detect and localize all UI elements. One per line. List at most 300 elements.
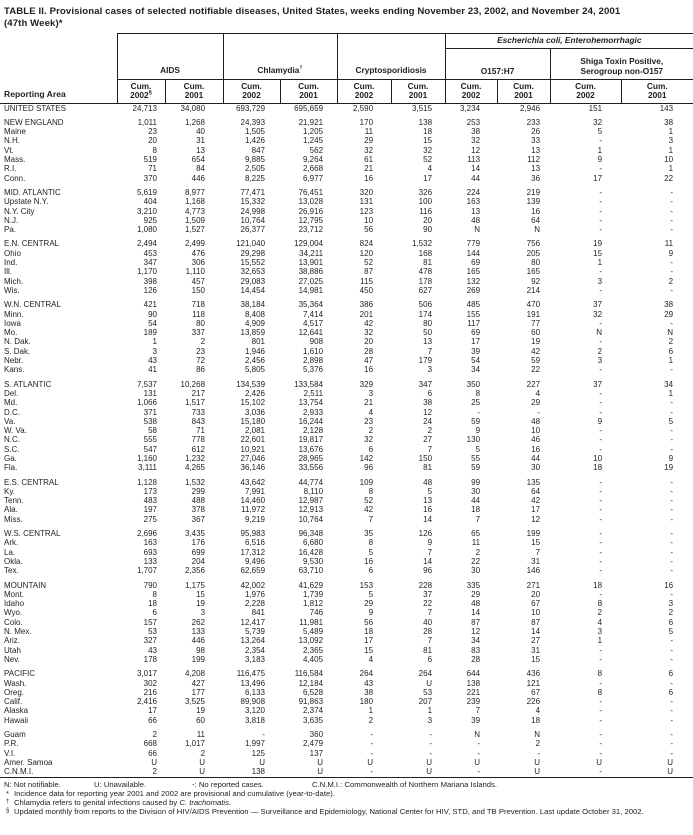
- value-cell: 28: [423, 627, 433, 637]
- cum-year-header: Cum. 2002: [223, 80, 280, 103]
- value-cell: 42: [364, 505, 374, 515]
- value-cell: 24,713: [132, 103, 157, 113]
- value-cell: 11,972: [241, 505, 266, 515]
- value-cell: 2,898: [303, 356, 324, 366]
- reporting-area-cell: Oreg.: [4, 687, 25, 697]
- value-cell: 446: [191, 173, 206, 183]
- value-cell: -: [599, 514, 603, 524]
- table-row: [0, 310, 693, 319]
- value-cell: 87: [471, 617, 481, 627]
- reporting-area-cell: La.: [4, 547, 16, 557]
- value-cell: 11: [664, 239, 674, 249]
- value-cell: 555: [143, 435, 157, 445]
- value-cell: 34: [471, 365, 481, 375]
- value-cell: 17: [593, 173, 603, 183]
- value-cell: 1,505: [244, 127, 266, 137]
- value-cell: 5: [668, 416, 674, 426]
- value-cell: 386: [359, 300, 374, 310]
- value-cell: 9,885: [244, 155, 266, 165]
- value-cell: 199: [526, 529, 541, 539]
- legend-item: -: No reported cases.: [192, 780, 264, 790]
- value-cell: 2: [427, 426, 433, 436]
- value-cell: 131: [359, 197, 374, 207]
- value-cell: 12,795: [298, 215, 324, 225]
- value-cell: 90: [423, 225, 433, 235]
- value-cell: 1: [427, 706, 433, 716]
- value-cell: 562: [309, 145, 324, 155]
- value-cell: 226: [526, 697, 541, 707]
- value-cell: 2,668: [303, 164, 324, 174]
- value-cell: -: [670, 654, 674, 664]
- table-row: [0, 136, 693, 145]
- reporting-area-cell: Ga.: [4, 453, 17, 463]
- value-cell: 27,025: [298, 276, 324, 286]
- value-cell: 117: [467, 318, 481, 328]
- value-cell: 42: [364, 318, 374, 328]
- value-cell: 1,532: [412, 239, 433, 249]
- value-cell: 15: [196, 589, 206, 599]
- value-cell: U: [199, 757, 206, 767]
- value-cell: 908: [309, 337, 324, 347]
- reporting-area-cell: Tenn.: [4, 496, 24, 506]
- notifiable-diseases-table: [0, 33, 693, 778]
- value-cell: 16: [364, 556, 374, 566]
- value-cell: 693,729: [236, 103, 266, 113]
- table-row: [0, 435, 693, 444]
- reporting-area-header: Reporting Area: [0, 34, 117, 103]
- value-cell: -: [670, 514, 674, 524]
- value-cell: 3,120: [244, 706, 266, 716]
- reporting-area-cell: W.S. CENTRAL: [4, 529, 61, 539]
- value-cell: 12: [471, 145, 481, 155]
- value-cell: 39: [471, 346, 481, 356]
- value-cell: 20: [364, 337, 374, 347]
- value-cell: 337: [191, 328, 206, 338]
- reporting-area-cell: MID. ATLANTIC: [4, 187, 61, 197]
- value-cell: 17: [531, 505, 541, 515]
- value-cell: 71: [196, 426, 206, 436]
- table-row: [0, 295, 693, 309]
- reporting-area-cell: Mich.: [4, 276, 24, 286]
- value-cell: 371: [143, 407, 157, 417]
- reporting-area-cell: Nev.: [4, 654, 20, 664]
- value-cell: -: [599, 730, 603, 739]
- value-cell: -: [599, 486, 603, 496]
- value-cell: 11: [196, 730, 206, 739]
- value-cell: -: [670, 505, 674, 515]
- reporting-area-cell: Wyo.: [4, 608, 23, 618]
- reporting-area-cell: Mass.: [4, 155, 26, 165]
- value-cell: 8: [368, 538, 374, 548]
- value-cell: 20: [531, 589, 541, 599]
- value-cell: 91,863: [298, 697, 324, 707]
- value-cell: 137: [309, 748, 324, 758]
- reporting-area-cell: NEW ENGLAND: [4, 117, 64, 127]
- value-cell: 10: [531, 608, 541, 618]
- table-row: [0, 548, 693, 557]
- table-row: [0, 706, 693, 715]
- value-cell: 12,641: [298, 328, 324, 338]
- value-cell: 116,584: [294, 669, 324, 679]
- value-cell: 92: [531, 276, 541, 286]
- value-cell: 847: [251, 145, 266, 155]
- value-cell: 627: [418, 285, 433, 295]
- value-cell: -: [599, 444, 603, 454]
- value-cell: 120: [359, 248, 374, 258]
- value-cell: 15: [531, 654, 541, 664]
- value-cell: -: [429, 748, 433, 758]
- value-cell: 38: [664, 300, 674, 310]
- cum-year-header: Cum. 2002§: [117, 80, 165, 103]
- value-cell: 1: [668, 127, 674, 137]
- value-cell: 125: [251, 748, 266, 758]
- value-cell: 2,426: [244, 388, 266, 398]
- reporting-area-cell: Ill.: [4, 267, 12, 277]
- value-cell: 320: [359, 187, 374, 197]
- reporting-area-cell: W. Va.: [4, 426, 27, 436]
- footnote-marker: *: [6, 789, 9, 799]
- value-cell: 80: [423, 318, 433, 328]
- value-cell: 612: [191, 444, 206, 454]
- value-cell: 12,987: [298, 496, 324, 506]
- value-cell: 10,764: [298, 514, 324, 524]
- table-row: [0, 164, 693, 173]
- chlamydia-column-header: Chlamydia†: [223, 34, 337, 80]
- value-cell: 2: [152, 730, 157, 739]
- value-cell: 6,528: [303, 687, 324, 697]
- table-row: [0, 679, 693, 688]
- value-cell: 4: [368, 654, 374, 664]
- value-cell: 470: [526, 300, 541, 310]
- reporting-area-cell: P.R.: [4, 739, 19, 749]
- value-cell: 29: [471, 589, 481, 599]
- value-cell: 6: [152, 608, 157, 618]
- value-cell: 47: [364, 356, 374, 366]
- value-cell: U: [151, 757, 157, 767]
- value-cell: 214: [526, 285, 541, 295]
- value-cell: 58: [148, 426, 157, 436]
- value-cell: 132: [466, 276, 481, 286]
- value-cell: 36,146: [240, 463, 266, 473]
- value-cell: 76,451: [298, 187, 324, 197]
- value-cell: 56: [364, 225, 374, 235]
- value-cell: 8: [475, 388, 481, 398]
- value-cell: 2: [597, 608, 603, 618]
- table-row: [0, 463, 693, 472]
- value-cell: 69: [471, 328, 481, 338]
- value-cell: 239: [466, 697, 481, 707]
- value-cell: 13,754: [298, 398, 324, 408]
- value-cell: -: [599, 285, 603, 295]
- value-cell: 199: [191, 654, 206, 664]
- value-cell: -: [477, 748, 481, 758]
- value-cell: 2,081: [244, 426, 266, 436]
- reporting-area-cell: Maine: [4, 127, 26, 137]
- value-cell: 2,696: [136, 529, 157, 539]
- value-cell: 29,083: [240, 276, 266, 286]
- value-cell: 150: [418, 453, 433, 463]
- value-cell: N: [596, 328, 603, 338]
- value-cell: -: [599, 538, 603, 548]
- value-cell: 2: [597, 346, 603, 356]
- value-cell: 10,764: [240, 215, 266, 225]
- value-cell: 15,552: [240, 258, 266, 268]
- table-row: [0, 608, 693, 617]
- value-cell: 32: [471, 136, 481, 146]
- value-cell: 14: [471, 608, 481, 618]
- value-cell: 19,817: [298, 435, 324, 445]
- value-cell: 71: [148, 164, 157, 174]
- table-row: [0, 347, 693, 356]
- value-cell: 24,998: [240, 206, 266, 216]
- value-cell: 205: [526, 248, 541, 258]
- value-cell: 2,494: [136, 239, 157, 249]
- reporting-area-cell: Hawaii: [4, 715, 29, 725]
- value-cell: 24: [423, 416, 433, 426]
- value-cell: -: [599, 496, 603, 506]
- value-cell: 180: [359, 697, 374, 707]
- value-cell: 42: [531, 346, 541, 356]
- value-cell: 59: [471, 416, 481, 426]
- table-row: [0, 767, 693, 778]
- value-cell: 77: [531, 318, 541, 328]
- value-cell: -: [599, 426, 603, 436]
- value-cell: 6: [368, 444, 374, 454]
- value-cell: 3: [597, 276, 603, 286]
- value-cell: 2: [668, 276, 674, 286]
- value-cell: 53: [148, 627, 157, 637]
- value-cell: 6: [427, 654, 433, 664]
- reporting-area-cell: Ind.: [4, 258, 18, 268]
- value-cell: 144: [466, 248, 481, 258]
- value-cell: 7: [368, 514, 374, 524]
- value-cell: 32: [364, 145, 374, 155]
- value-cell: 54: [148, 318, 157, 328]
- value-cell: -: [599, 739, 603, 749]
- value-cell: 32,653: [240, 267, 266, 277]
- reporting-area-cell: Idaho: [4, 599, 25, 609]
- value-cell: 142: [359, 453, 374, 463]
- value-cell: 115: [360, 276, 374, 286]
- value-cell: 138: [418, 117, 433, 127]
- reporting-area-cell: MOUNTAIN: [4, 580, 47, 590]
- value-cell: 96: [423, 566, 433, 576]
- value-cell: -: [370, 748, 374, 758]
- value-cell: N: [474, 730, 481, 739]
- value-cell: 16: [531, 206, 541, 216]
- value-cell: 1: [668, 164, 674, 174]
- value-cell: 14,460: [240, 496, 266, 506]
- value-cell: 22: [664, 173, 674, 183]
- value-cell: 10: [593, 453, 603, 463]
- value-cell: 7,414: [303, 309, 324, 319]
- value-cell: 843: [191, 416, 206, 426]
- value-cell: 112: [527, 155, 541, 165]
- value-cell: 1,610: [303, 346, 324, 356]
- value-cell: 1,509: [184, 215, 206, 225]
- value-cell: 18: [531, 715, 541, 725]
- value-cell: 329: [359, 379, 374, 389]
- value-cell: 9,496: [244, 556, 266, 566]
- value-cell: 13,092: [298, 636, 324, 646]
- table-row: [0, 225, 693, 234]
- value-cell: 61: [364, 155, 374, 165]
- value-cell: 9: [427, 538, 433, 548]
- value-cell: 718: [191, 300, 206, 310]
- value-cell: 90: [148, 309, 157, 319]
- value-cell: 695,659: [294, 103, 324, 113]
- value-cell: 201: [359, 309, 374, 319]
- value-cell: 173: [143, 486, 157, 496]
- value-cell: -: [670, 267, 674, 277]
- table-body: [0, 103, 693, 778]
- reporting-area-cell: Mont.: [4, 589, 25, 599]
- value-cell: 56: [364, 617, 374, 627]
- value-cell: 11: [364, 127, 374, 137]
- value-cell: 13: [531, 145, 541, 155]
- value-cell: 18: [593, 463, 603, 473]
- value-cell: 13,264: [240, 636, 266, 646]
- value-cell: 81: [423, 463, 433, 473]
- value-cell: 519: [143, 155, 157, 165]
- value-cell: 17,312: [240, 547, 266, 557]
- value-cell: -: [670, 477, 674, 487]
- value-cell: 427: [191, 678, 206, 688]
- cum-year-header: Cum. 2001: [621, 80, 693, 103]
- value-cell: 6,977: [303, 173, 324, 183]
- footnotes: [4, 790, 687, 816]
- table-row: [0, 496, 693, 505]
- table-row: [0, 207, 693, 216]
- value-cell: 30: [471, 566, 481, 576]
- value-cell: 327: [143, 636, 157, 646]
- table-row: [0, 664, 693, 678]
- reporting-area-cell: N.Y. City: [4, 206, 35, 216]
- value-cell: -: [599, 267, 603, 277]
- value-cell: 35,364: [298, 300, 324, 310]
- value-cell: -: [599, 388, 603, 398]
- reporting-area-cell: N. Dak.: [4, 337, 31, 347]
- value-cell: 9,264: [303, 155, 324, 165]
- value-cell: 52: [364, 496, 374, 506]
- value-cell: 6: [668, 687, 674, 697]
- value-cell: N: [534, 225, 541, 235]
- value-cell: 4: [427, 164, 433, 174]
- table-row: [0, 258, 693, 267]
- value-cell: 38,886: [298, 267, 324, 277]
- value-cell: 43: [148, 645, 157, 655]
- value-cell: -: [670, 566, 674, 576]
- value-cell: 204: [191, 556, 206, 566]
- value-cell: 21: [364, 398, 374, 408]
- value-cell: 13,859: [240, 328, 266, 338]
- value-cell: 13: [196, 145, 206, 155]
- table-title-line1: TABLE II. Provisional cases of selected notifiable diseases, United States, weeks ending November 23, 2002, and November 24, 2001: [4, 6, 621, 17]
- reporting-area-cell: D.C.: [4, 407, 20, 417]
- value-cell: 4,517: [303, 318, 324, 328]
- value-cell: 925: [143, 215, 157, 225]
- value-cell: 6,133: [244, 687, 266, 697]
- value-cell: 221: [466, 687, 481, 697]
- value-cell: 20: [423, 215, 433, 225]
- reporting-area-cell: Ariz.: [4, 636, 20, 646]
- value-cell: 1,110: [185, 267, 206, 277]
- value-cell: 436: [526, 669, 541, 679]
- value-cell: 28: [364, 346, 374, 356]
- value-cell: -: [477, 407, 481, 417]
- value-cell: 129,004: [294, 239, 324, 249]
- reporting-area-cell: Ala.: [4, 505, 18, 515]
- table-row: [0, 155, 693, 164]
- value-cell: 100: [418, 197, 433, 207]
- reporting-area-cell: Tex.: [4, 566, 19, 576]
- value-cell: 367: [191, 514, 206, 524]
- reporting-area-cell: Guam: [4, 730, 26, 739]
- table-row: [0, 716, 693, 725]
- value-cell: 4: [535, 706, 541, 716]
- value-cell: 170: [359, 117, 374, 127]
- value-cell: 96: [364, 463, 374, 473]
- table-title: [0, 6, 693, 29]
- value-cell: 10: [364, 215, 374, 225]
- value-cell: 299: [191, 486, 206, 496]
- table-row: [0, 688, 693, 697]
- value-cell: 6,516: [244, 538, 266, 548]
- value-cell: 96,348: [298, 529, 324, 539]
- value-cell: 2: [368, 426, 374, 436]
- value-cell: 4: [535, 388, 541, 398]
- value-cell: 2,374: [303, 706, 324, 716]
- value-cell: -: [599, 337, 603, 347]
- value-cell: U: [534, 757, 541, 767]
- value-cell: 4,265: [184, 463, 206, 473]
- value-cell: 269: [466, 285, 481, 295]
- value-cell: 547: [143, 444, 157, 454]
- value-cell: 139: [526, 197, 541, 207]
- value-cell: 1: [597, 145, 603, 155]
- cryptosporidiosis-column-header: Cryptosporidiosis: [337, 34, 445, 80]
- value-cell: 1: [668, 388, 674, 398]
- value-cell: 64: [531, 486, 541, 496]
- value-cell: 3: [427, 715, 433, 725]
- value-cell: 38: [364, 687, 374, 697]
- value-cell: 16: [364, 365, 374, 375]
- value-cell: 13: [423, 496, 433, 506]
- value-cell: 16: [531, 444, 541, 454]
- value-cell: 7: [427, 444, 433, 454]
- value-cell: 52: [423, 155, 433, 165]
- value-cell: 1,066: [136, 398, 157, 408]
- value-cell: 11,981: [299, 617, 324, 627]
- value-cell: -: [670, 215, 674, 225]
- value-cell: 54: [471, 356, 481, 366]
- value-cell: 134,539: [236, 379, 266, 389]
- value-cell: -: [599, 477, 603, 487]
- value-cell: -: [670, 538, 674, 548]
- value-cell: 31: [196, 136, 206, 146]
- value-cell: -: [670, 529, 674, 539]
- value-cell: 18: [471, 505, 481, 515]
- value-cell: 488: [191, 496, 206, 506]
- value-cell: 18: [364, 627, 374, 637]
- value-cell: 14: [531, 627, 541, 637]
- value-cell: 28: [471, 654, 481, 664]
- table-row: [0, 566, 693, 575]
- value-cell: 7,991: [244, 486, 266, 496]
- value-cell: -: [429, 739, 433, 749]
- value-cell: 189: [143, 328, 157, 338]
- value-cell: 20: [148, 136, 157, 146]
